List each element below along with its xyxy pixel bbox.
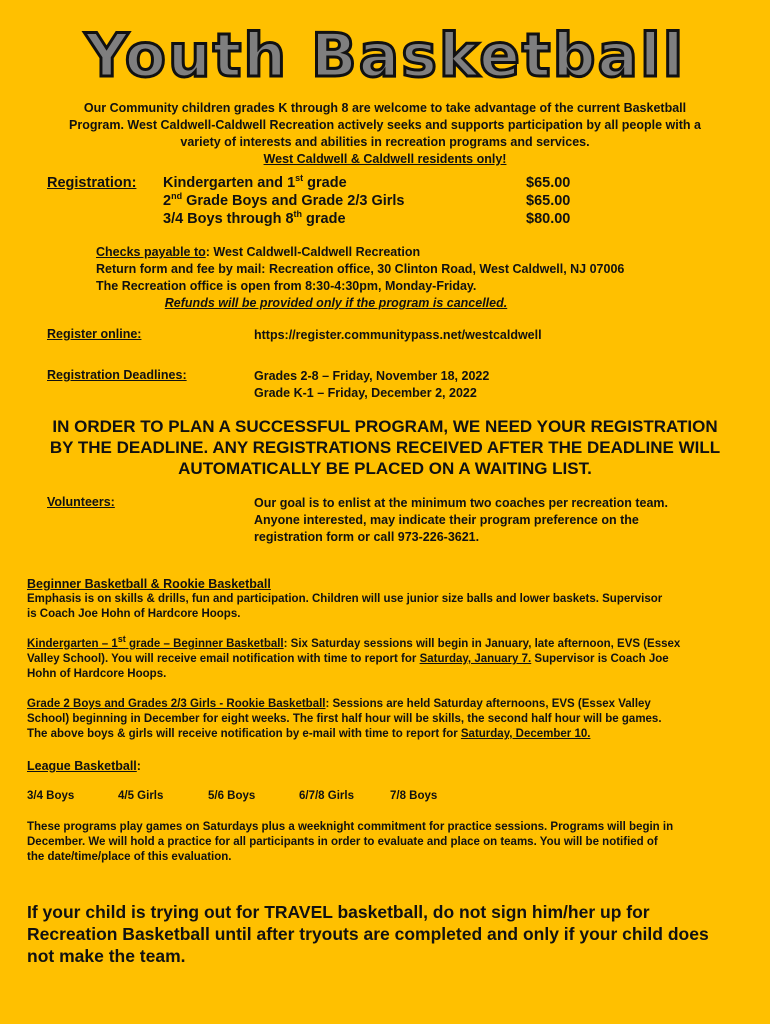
league-item: 3/4 Boys — [27, 790, 75, 802]
deadline-notice — [20, 416, 750, 479]
rookie-line: School) beginning in December for eight weeks. The first half hour will be skills, the second half hour will be games. — [27, 713, 662, 725]
refund-policy: Refunds will be provided only if the program is cancelled. — [164, 296, 508, 310]
notice-line: AUTOMATICALLY BE PLACED ON A WAITING LIST. — [178, 459, 592, 478]
volunteers-text — [254, 495, 668, 546]
registration-price: $65.00 — [526, 175, 571, 191]
rookie-section — [27, 697, 747, 742]
register-online-link[interactable]: https://register.communitypass.net/westcaldwell — [254, 328, 542, 342]
intro-line: variety of interests and abilities in recreation programs and services. — [180, 135, 590, 149]
kindergarten-line: Hohn of Hardcore Hoops. — [27, 668, 167, 680]
league-item: 6/7/8 Girls — [299, 790, 354, 802]
volunteers-label: Volunteers: — [47, 495, 115, 509]
intro-paragraph — [20, 100, 750, 168]
deadline-item: Grades 2-8 – Friday, November 18, 2022 — [254, 369, 490, 383]
beginner-line: is Coach Joe Hohn of Hardcore Hoops. — [27, 608, 241, 620]
kindergarten-line: Valley School). You will receive email notification with time to report for Saturday, January 7. Supervisor is Coach Joe — [27, 653, 669, 665]
kindergarten-line: Kindergarten – 1st grade – Beginner Basketball: Six Saturday sessions will begin in January, late afternoon, EVS (Essex — [27, 634, 681, 650]
registration-grade: 3/4 Boys through 8th grade — [163, 209, 346, 227]
office-hours: The Recreation office is open from 8:30-4:30pm, Monday-Friday. — [96, 279, 477, 293]
checks-payable: Checks payable to: West Caldwell-Caldwell Recreation — [96, 245, 421, 259]
deadline-item: Grade K-1 – Friday, December 2, 2022 — [254, 386, 477, 400]
register-online-label: Register online: — [47, 327, 142, 341]
league-item: 5/6 Boys — [208, 790, 256, 802]
beginner-line: Emphasis is on skills & drills, fun and participation. Children will use junior size balls and lower baskets. Supervisor — [27, 593, 663, 605]
registration-label: Registration: — [47, 175, 137, 191]
page-title: Youth Basketball — [84, 21, 686, 91]
travel-line: Recreation Basketball until after tryouts are completed and only if your child does — [27, 924, 709, 944]
league-line: December. We will hold a practice for all participants in order to evaluate and place on teams. You will be notified of — [27, 836, 658, 848]
residents-only-note: West Caldwell & Caldwell residents only! — [263, 152, 507, 166]
travel-line: not make the team. — [27, 946, 186, 966]
payment-info — [96, 244, 624, 312]
league-item: 7/8 Boys — [390, 790, 438, 802]
volunteers-line: registration form or call 973-226-3621. — [254, 530, 480, 544]
intro-line: Program. West Caldwell-Caldwell Recreation actively seeks and supports participation by all people with a — [69, 118, 701, 132]
league-description — [27, 820, 747, 865]
notice-line: BY THE DEADLINE. ANY REGISTRATIONS RECEIVED AFTER THE DEADLINE WILL — [49, 438, 721, 457]
deadlines-list — [254, 368, 489, 402]
registration-price: $80.00 — [526, 211, 571, 227]
league-heading: League Basketball: — [27, 759, 141, 773]
league-line: These programs play games on Saturdays plus a weeknight commitment for practice sessions. Programs will begin in — [27, 821, 674, 833]
travel-warning — [27, 901, 747, 967]
travel-line: If your child is trying out for TRAVEL basketball, do not sign him/her up for — [27, 902, 650, 922]
registration-price: $65.00 — [526, 193, 571, 209]
kindergarten-section — [27, 634, 747, 682]
volunteers-line: Our goal is to enlist at the minimum two coaches per recreation team. — [254, 496, 668, 510]
rookie-line: The above boys & girls will receive notification by e-mail with time to report for Saturday, December 10. — [27, 728, 591, 740]
registration-grade: Kindergarten and 1st grade — [163, 173, 347, 191]
league-line: the date/time/place of this evaluation. — [27, 851, 232, 863]
rookie-line: Grade 2 Boys and Grades 2/3 Girls - Rookie Basketball: Sessions are held Saturday afternoons, EVS (Essex Valley — [27, 698, 651, 710]
intro-line: Our Community children grades K through 8 are welcome to take advantage of the current Basketball — [83, 101, 687, 115]
league-item: 4/5 Girls — [118, 790, 164, 802]
registration-grade: 2nd Grade Boys and Grade 2/3 Girls — [163, 191, 405, 209]
beginner-heading: Beginner Basketball & Rookie Basketball — [27, 577, 271, 591]
notice-line: IN ORDER TO PLAN A SUCCESSFUL PROGRAM, WE NEED YOUR REGISTRATION — [52, 417, 718, 436]
volunteers-line: Anyone interested, may indicate their program preference on the — [254, 513, 639, 527]
mail-address: Return form and fee by mail: Recreation office, 30 Clinton Road, West Caldwell, NJ 07006 — [96, 262, 625, 276]
beginner-section — [27, 577, 747, 622]
deadlines-label: Registration Deadlines: — [47, 368, 187, 382]
